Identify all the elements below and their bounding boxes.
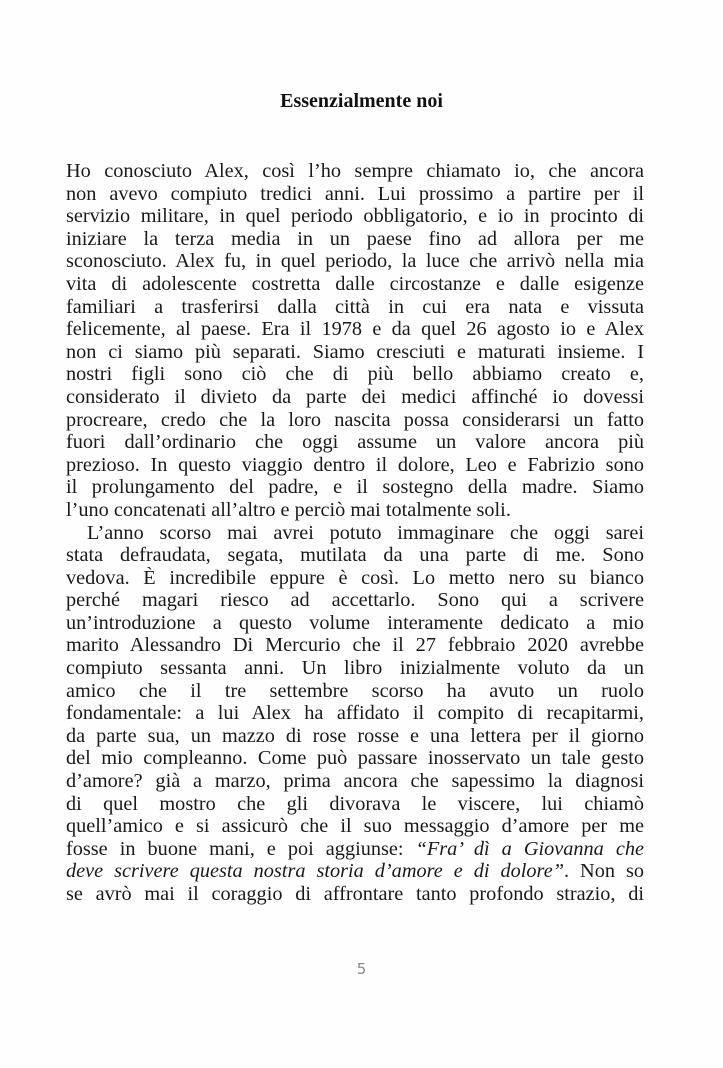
text-line: da parte sua, un mazzo di rose rosse e una lettera per il giorno [66,724,644,747]
text-line: prezioso. In questo viaggio dentro il dolore, Leo e Fabrizio sono [66,453,644,476]
text-line: il prolungamento del padre, e il sostegno della madre. Siamo [66,476,644,499]
paragraph-1 [66,160,644,522]
text-line: stata defraudata, segata, mutilata da una parte di me. Sono [66,544,644,567]
text-line: se avrò mai il coraggio di affrontare tanto profondo strazio, di [66,883,644,905]
text-line: fuori dall’ordinario che oggi assume un valore ancora più [66,431,644,454]
text-line: d’amore? già a marzo, prima ancora che sapessimo la diagnosi [66,770,644,793]
text-line: Ho conosciuto Alex, così l’ho sempre chiamato io, che ancora [66,160,644,182]
text-line: di quel mostro che gli divorava le viscere, lui chiamò [66,792,644,815]
text-line: amico che il tre settembre scorso ha avuto un ruolo [66,679,644,702]
text-line: sconosciuto. Alex fu, in quel periodo, la luce che arrivò nella mia [66,250,644,273]
text-line: familiari a trasferirsi dalla città in cui era nata e vissuta [66,295,644,318]
text-line: procreare, credo che la loro nascita possa considerarsi un fatto [66,408,644,431]
text-line: nostri figli sono ciò che di più bello abbiamo creato e, [66,363,644,386]
text-line: iniziare la terza media in un paese fino ad allora per me [66,227,644,250]
text-line: perché magari riesco ad accettarlo. Sono qui a scrivere [66,589,644,612]
text-line: felicemente, al paese. Era il 1978 e da quel 26 agosto io e Alex [66,318,644,341]
italic-quote: deve scrivere questa nostra storia d’amore e di dolore” [66,860,564,883]
quote-line [66,838,644,861]
chapter-title: Essenzialmente noi [280,90,443,112]
text-run: . Non so [563,860,644,883]
text-run: fosse in buone mani, e poi aggiunse: [66,837,416,860]
italic-quote: “Fra’ dì a Giovanna che [415,837,644,860]
text-line: non ci siamo più separati. Siamo cresciuti e maturati insieme. I [66,340,644,363]
page-number: 5 [356,960,367,978]
text-line: considerato il divieto da parte dei medici affinché io dovessi [66,385,644,408]
text-line: non avevo compiuto tredici anni. Lui prossimo a partire per il [66,182,644,205]
text-line: servizio militare, in quel periodo obbligatorio, e io in procinto di [66,205,644,228]
quote-line [66,860,644,883]
text-line: vita di adolescente costretta dalle circostanze e dalle esigenze [66,272,644,295]
text-line: L’anno scorso mai avrei potuto immaginare che oggi sarei [87,521,644,544]
text-line: del mio compleanno. Come può passare inosservato un tale gesto [66,747,644,770]
text-line: vedova. È incredibile eppure è così. Lo metto nero su bianco [66,566,644,589]
text-line: l’uno concatenati all’altro e perciò mai totalmente soli. [66,498,511,521]
text-line: compiuto sessanta anni. Un libro inizialmente voluto da un [66,657,644,680]
body-text [66,160,644,906]
text-line: un’introduzione a questo volume interamente dedicato a mio [66,611,644,634]
text-line: quell’amico e si assicurò che il suo messaggio d’amore per me [66,815,644,838]
paragraph-2 [66,522,644,906]
text-line: marito Alessandro Di Mercurio che il 27 febbraio 2020 avrebbe [66,634,644,657]
text-line: fondamentale: a lui Alex ha affidato il compito di recapitarmi, [66,702,644,725]
